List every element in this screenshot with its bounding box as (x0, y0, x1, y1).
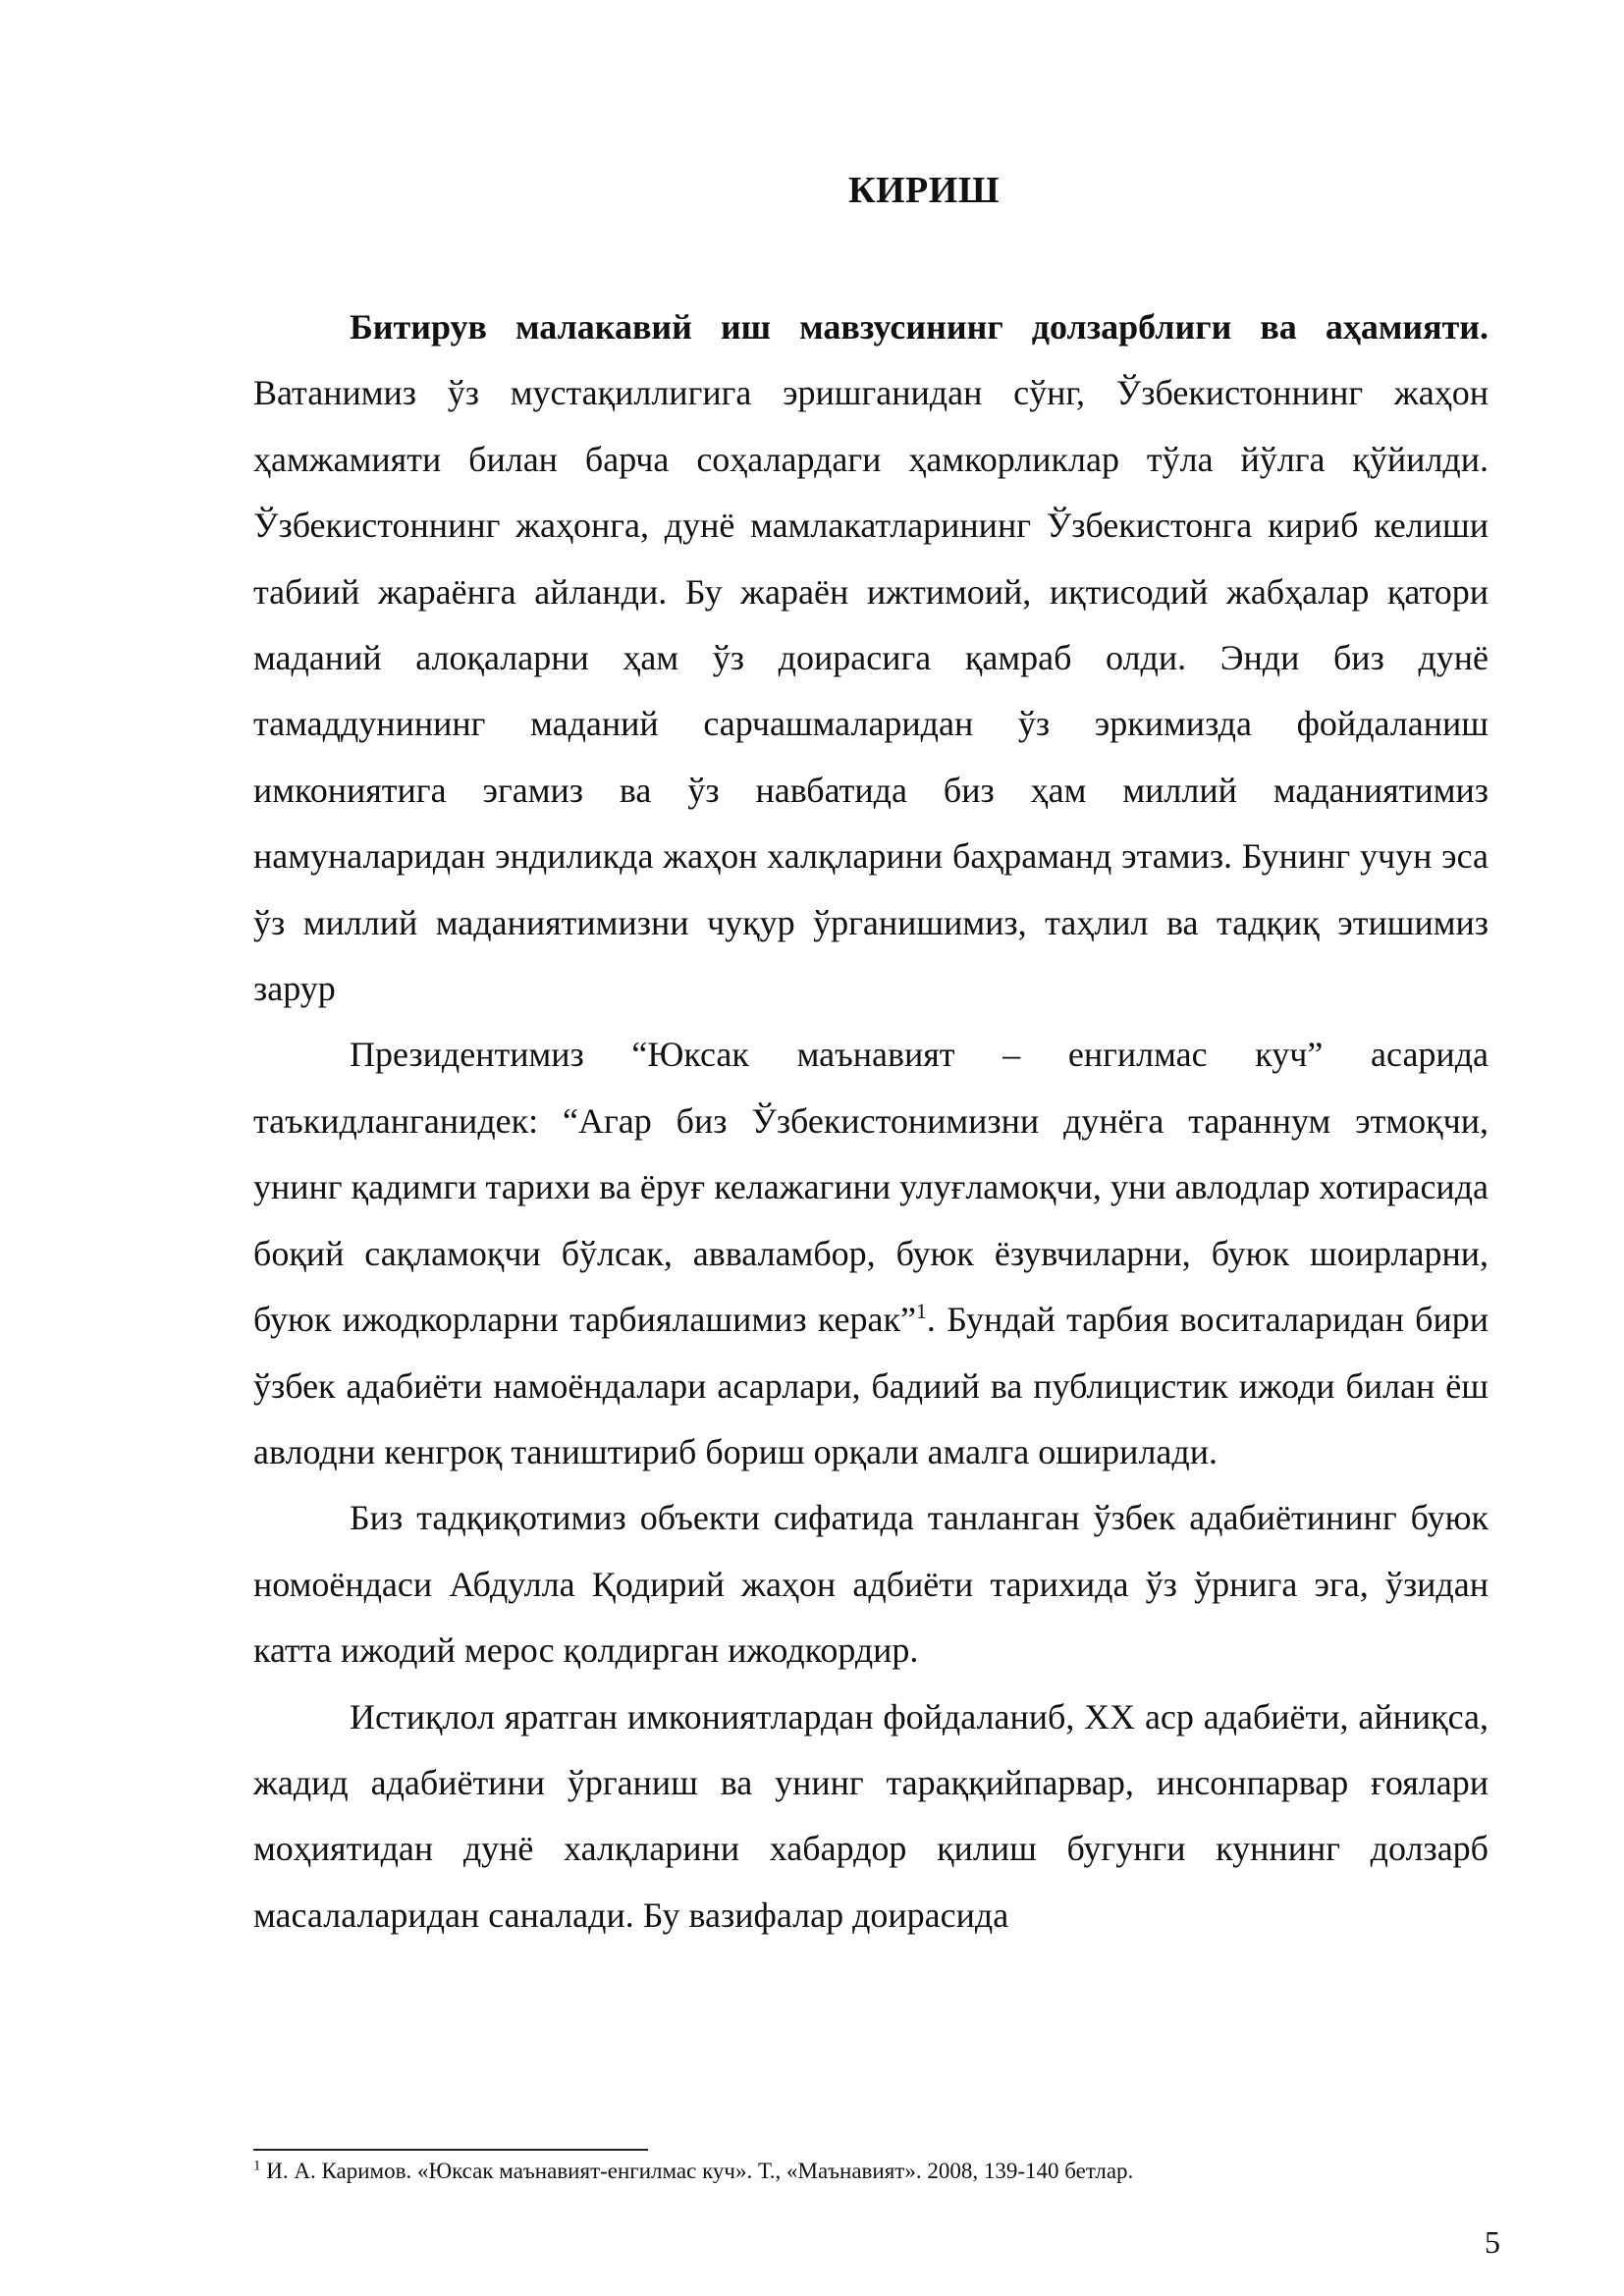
footnote-marker: 1 (253, 2158, 261, 2174)
paragraph-independence: Истиқлол яратган имкониятлардан фойдаланиб, XX аср адабиёти, айниқса, жадид адабиётини ўрганиш ва унинг тараққийпарвар, инсонпарвар ғоялари моҳиятидан дунё халқларини хабардор қилиш бугунги куннинг долзарб масалаларидан саналади. Бу вазифалар доирасида (253, 1696, 1489, 1935)
footnote (253, 2157, 1489, 2186)
paragraph-president-quote (253, 1022, 1489, 1485)
page-number: 5 (1485, 2224, 1500, 2260)
body-text (253, 294, 1489, 1949)
footnote-reference[interactable]: 1 (915, 1299, 927, 1324)
footnote-text: И. А. Каримов. «Юксак маънавият-енгилмас куч». Т., «Маънавият». 2008, 139-140 бетлар. (260, 2159, 1134, 2183)
footnote-divider (253, 2149, 648, 2151)
quote-continuation: . Бундай тарбия воситаларидан бири ўзбек адабиёти намоёндалари асарлари, бадиий ва публицистик ижоди билан ёш авлодни кенгроқ таништириб бориш орқали амалга оширилади. (253, 1300, 1489, 1471)
paragraph-research-object: Биз тадқиқотимиз объекти сифатида танланган ўзбек адабиётининг буюк номоёндаси Абдулла Қодирий жаҳон адбиёти тарихида ўз ўрнига эга, ўзидан катта ижодий мерос қолдирган ижодкордир. (253, 1498, 1489, 1671)
quote-text: Президентимиз “Юксак маънавият – енгилмас куч” асарида таъкидланганидек: “Агар биз Ўзбекистонимизни дунёга тараннум этмоқчи, унинг қадимги тарихи ва ёруғ келажагини улуғламоқчи, уни авлодлар хотирасида боқий сақламоқчи бўлсак, авваламбор, буюк ёзувчиларни, буюк шоирларни, буюк ижодкорларни тарбиялашимиз керак” (253, 1035, 1489, 1340)
paragraph-relevance: Ватанимиз ўз мустақиллигига эришганидан сўнг, Ўзбекистоннинг жаҳон ҳамжамияти билан барча соҳалардаги ҳамкорликлар тўла йўлга қўйилди. Ўзбекистоннинг жаҳонга, дунё мамлакатларининг Ўзбекистонга кириб келиши табиий жараёнга айланди. Бу жараён ижтимоий, иқтисодий жабҳалар қатори маданий алоқаларни ҳам ўз доирасига қамраб олди. Энди биз дунё тамаддунининг маданий сарчашмаларидан ўз эркимизда фойдаланиш имкониятига эгамиз ва ўз навбатида биз ҳам миллий маданиятимиз намуналаридан эндиликда жаҳон халқларини баҳраманд этамиз. Бунинг учун эса ўз миллий маданиятимизни чуқур ўрганишимиз, таҳлил ва тадқиқ этишимиз зарур (253, 373, 1489, 1009)
section-subheading: Битирув малакавий иш мавзусининг долзарблиги ва аҳамияти. (350, 307, 1489, 347)
page-title: КИРИШ (847, 170, 1001, 211)
